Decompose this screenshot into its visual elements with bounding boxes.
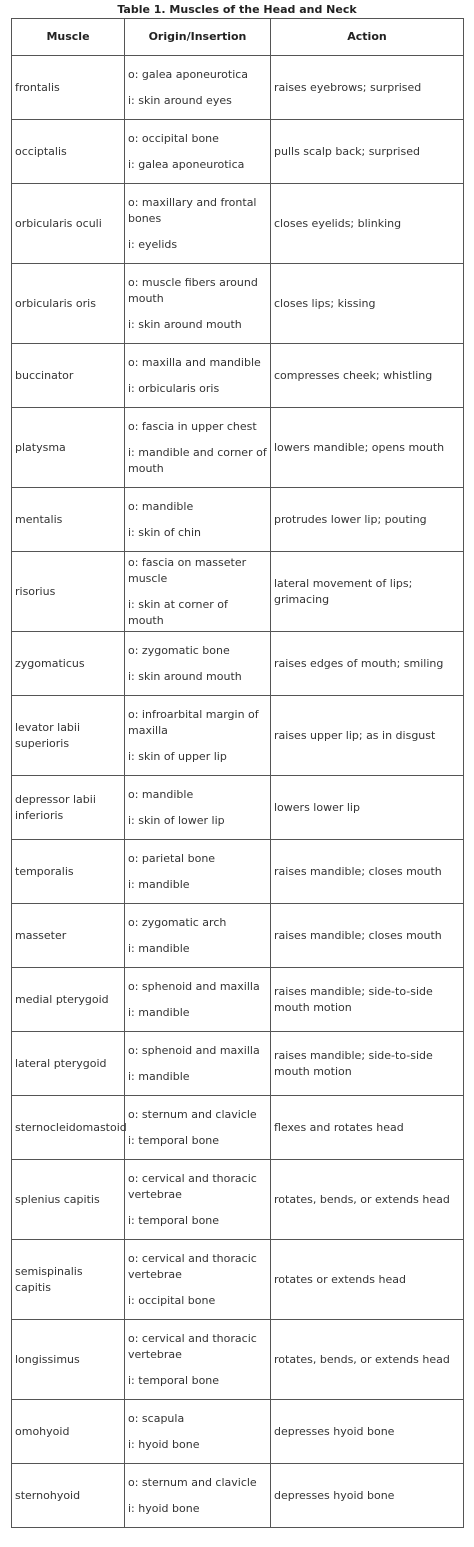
origin-insertion-cell [125,344,271,408]
origin-insertion-cell [125,1096,271,1160]
insertion-text: i: mandible [128,877,190,891]
insertion-text: i: skin at corner of mouth [128,597,228,627]
insertion-text: i: occipital bone [128,1293,216,1307]
action-cell: closes eyelids; blinking [271,184,464,264]
muscle-cell: platysma [12,408,125,488]
origin-text: o: mandible [128,499,194,513]
origin-text: o: scapula [128,1411,185,1425]
table-row [12,344,464,408]
origin-insertion-cell [125,840,271,904]
origin-text: o: maxilla and mandible [128,355,261,369]
insertion-text: i: hyoid bone [128,1437,200,1451]
muscle-cell: depressor labii inferioris [12,776,125,840]
origin-text: o: occipital bone [128,131,219,145]
muscle-cell: sternocleidomastoid [12,1096,125,1160]
origin-insertion-cell [125,776,271,840]
origin-insertion-cell [125,632,271,696]
action-cell: raises mandible; side-to-side mouth motion [271,1032,464,1096]
muscle-cell: buccinator [12,344,125,408]
action-cell: pulls scalp back; surprised [271,120,464,184]
action-cell: raises mandible; closes mouth [271,840,464,904]
origin-insertion-cell [125,1400,271,1464]
column-header-action: Action [271,19,464,56]
insertion-text: i: orbicularis oris [128,381,220,395]
insertion-text: i: hyoid bone [128,1501,200,1515]
action-cell: lowers mandible; opens mouth [271,408,464,488]
action-cell: rotates, bends, or extends head [271,1320,464,1400]
origin-text: o: cervical and thoracic vertebrae [128,1251,257,1281]
table-row [12,968,464,1032]
action-cell: raises mandible; closes mouth [271,904,464,968]
table-row [12,1160,464,1240]
table-row [12,1240,464,1320]
muscle-cell: levator labii superioris [12,696,125,776]
origin-text: o: zygomatic arch [128,915,227,929]
insertion-text: i: skin of chin [128,525,202,539]
origin-text: o: parietal bone [128,851,216,865]
table-caption: Table 1. Muscles of the Head and Neck [117,3,357,16]
muscle-cell: orbicularis oris [12,264,125,344]
origin-text: o: cervical and thoracic vertebrae [128,1171,257,1201]
insertion-text: i: skin of lower lip [128,813,225,827]
action-cell: closes lips; kissing [271,264,464,344]
insertion-text: i: skin of upper lip [128,749,227,763]
action-cell: raises edges of mouth; smiling [271,632,464,696]
muscle-cell: lateral pterygoid [12,1032,125,1096]
table-row [12,184,464,264]
origin-insertion-cell [125,968,271,1032]
action-cell: rotates or extends head [271,1240,464,1320]
muscle-cell: temporalis [12,840,125,904]
action-cell: lateral movement of lips; grimacing [271,552,464,632]
column-header-origin-insertion: Origin/Insertion [125,19,271,56]
table-row [12,56,464,120]
table-body [12,56,464,1528]
header-row [12,19,464,56]
insertion-text: i: mandible [128,1005,190,1019]
insertion-text: i: skin around mouth [128,669,242,683]
table-row [12,1464,464,1528]
muscles-table [11,18,464,1528]
table-row [12,776,464,840]
table-row [12,904,464,968]
origin-insertion-cell [125,696,271,776]
origin-insertion-cell [125,120,271,184]
column-header-muscle: Muscle [12,19,125,56]
table-row [12,264,464,344]
table-row [12,1320,464,1400]
insertion-text: i: temporal bone [128,1133,220,1147]
muscle-cell: risorius [12,552,125,632]
origin-text: o: cervical and thoracic vertebrae [128,1331,257,1361]
table-row [12,1400,464,1464]
origin-text: o: sternum and clavicle [128,1475,257,1489]
insertion-text: i: temporal bone [128,1213,220,1227]
action-cell: raises mandible; side-to-side mouth motion [271,968,464,1032]
table-row [12,696,464,776]
muscle-cell: medial pterygoid [12,968,125,1032]
origin-insertion-cell [125,1320,271,1400]
origin-text: o: fascia on masseter muscle [128,555,247,585]
origin-text: o: maxillary and frontal bones [128,195,257,225]
table-row [12,840,464,904]
muscle-cell: zygomaticus [12,632,125,696]
action-cell: compresses cheek; whistling [271,344,464,408]
origin-insertion-cell [125,184,271,264]
origin-text: o: sphenoid and maxilla [128,979,260,993]
origin-text: o: sphenoid and maxilla [128,1043,260,1057]
origin-insertion-cell [125,1464,271,1528]
insertion-text: i: mandible and corner of mouth [128,445,267,475]
action-cell: protrudes lower lip; pouting [271,488,464,552]
muscle-cell: frontalis [12,56,125,120]
table-row [12,1032,464,1096]
muscle-cell: occiptalis [12,120,125,184]
insertion-text: i: skin around mouth [128,317,242,331]
insertion-text: i: mandible [128,1069,190,1083]
action-cell: raises eyebrows; surprised [271,56,464,120]
origin-text: o: zygomatic bone [128,643,230,657]
insertion-text: i: eyelids [128,237,178,251]
origin-insertion-cell [125,1032,271,1096]
origin-insertion-cell [125,1160,271,1240]
origin-insertion-cell [125,56,271,120]
action-cell: flexes and rotates head [271,1096,464,1160]
muscle-cell: mentalis [12,488,125,552]
origin-text: o: galea aponeurotica [128,67,249,81]
origin-text: o: fascia in upper chest [128,419,257,433]
table-row [12,408,464,488]
muscle-cell: longissimus [12,1320,125,1400]
insertion-text: i: skin around eyes [128,93,232,107]
insertion-text: i: galea aponeurotica [128,157,245,171]
insertion-text: i: mandible [128,941,190,955]
muscle-cell: orbicularis oculi [12,184,125,264]
muscle-cell: omohyoid [12,1400,125,1464]
table-row [12,120,464,184]
origin-insertion-cell [125,1240,271,1320]
muscle-cell: splenius capitis [12,1160,125,1240]
table-row [12,1096,464,1160]
insertion-text: i: temporal bone [128,1373,220,1387]
origin-text: o: mandible [128,787,194,801]
action-cell: rotates, bends, or extends head [271,1160,464,1240]
action-cell: lowers lower lip [271,776,464,840]
action-cell: raises upper lip; as in disgust [271,696,464,776]
table-row [12,632,464,696]
muscle-cell: sternohyoid [12,1464,125,1528]
origin-insertion-cell [125,408,271,488]
origin-text: o: muscle fibers around mouth [128,275,258,305]
table-row [12,552,464,632]
origin-text: o: sternum and clavicle [128,1107,257,1121]
action-cell: depresses hyoid bone [271,1400,464,1464]
table-row [12,488,464,552]
origin-insertion-cell [125,488,271,552]
muscle-cell: masseter [12,904,125,968]
origin-insertion-cell [125,904,271,968]
action-cell: depresses hyoid bone [271,1464,464,1528]
origin-insertion-cell [125,264,271,344]
muscle-cell: semispinalis capitis [12,1240,125,1320]
origin-insertion-cell [125,552,271,632]
origin-text: o: infroarbital margin of maxilla [128,707,259,737]
